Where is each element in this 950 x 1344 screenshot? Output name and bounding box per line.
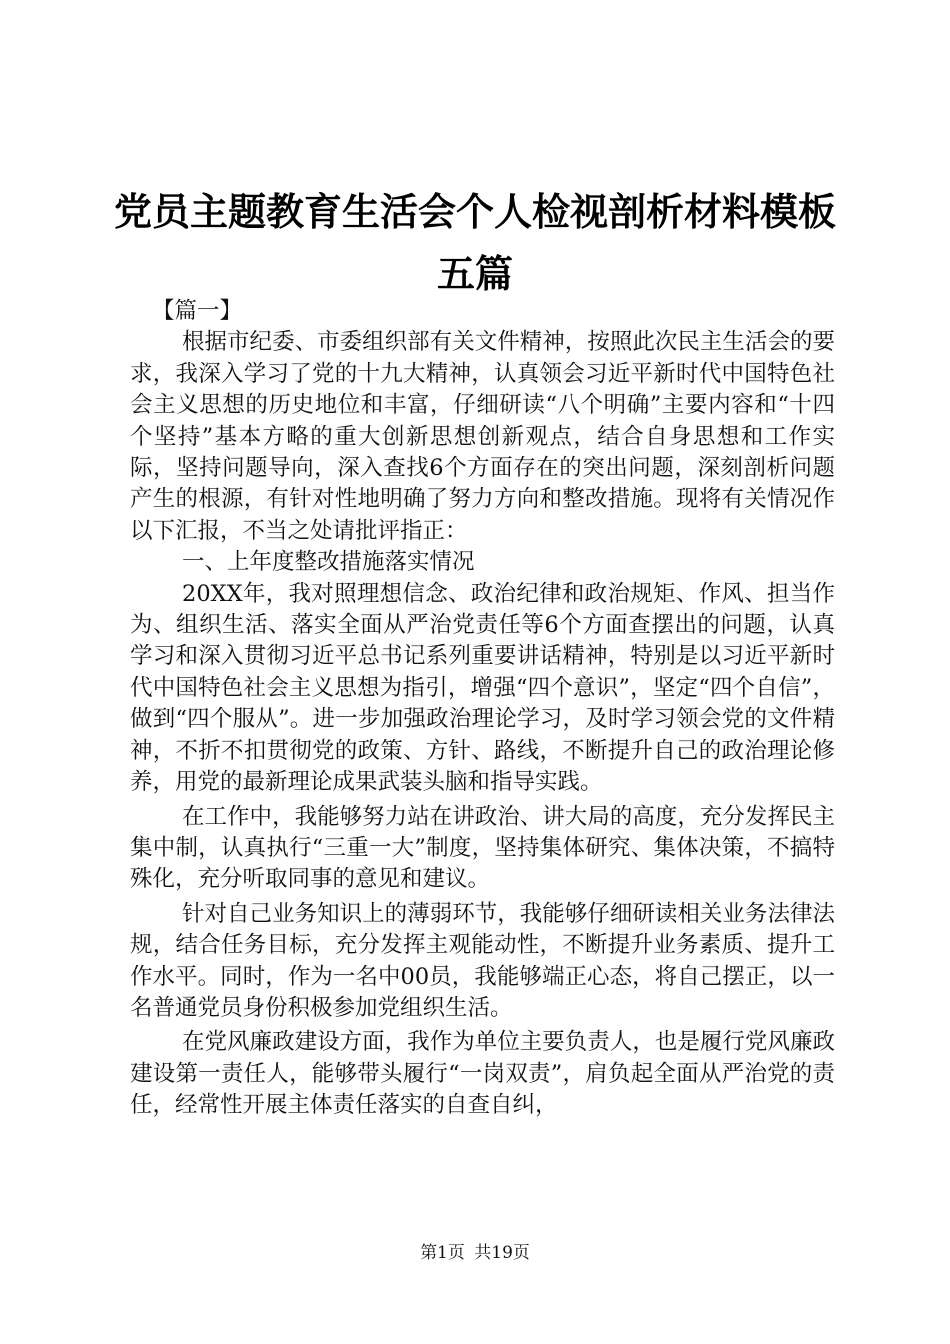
paragraph-rectification: 20XX年，我对照理想信念、政治纪律和政治规矩、作风、担当作为、组织生活、落实全面从严治党责任等6个方面查摆出的问题，认真学习和深入贯彻习近平总书记系列重要讲话精神，特别是以习近平新时代中国特色社会主义思想为指引，增强“四个意识”，坚定“四个自信”，做到“四个服从”。进一步加强政治理论学习，及时学习领会党的文件精神，不折不扣贯彻党的政策、方针、路线，不断提升自己的政治理论修养，用党的最新理论成果武装头脑和指导实践。 <box>130 580 835 796</box>
page-total: 共19页 <box>474 1243 530 1263</box>
section-heading: 一、上年度整改措施落实情况 <box>182 549 475 576</box>
document-title: 党员主题教育生活会个人检视剖析材料模板五篇 <box>113 190 836 297</box>
paragraph-work: 在工作中，我能够努力站在讲政治、讲大局的高度，充分发挥民主集中制，认真执行“三重一大”制度，坚持集体研究、集体决策，不搞特殊化，充分听取同事的意见和建议。 <box>130 803 835 893</box>
paragraph-intro: 根据市纪委、市委组织部有关文件精神，按照此次民主生活会的要求，我深入学习了党的十九大精神，认真领会习近平新时代中国特色社会主义思想的历史地位和丰富，仔细研读“八个明确”主要内容和“十四个坚持”基本方略的重大创新思想创新观点，结合自身思想和工作实际，坚持问题导向，深入查找6个方面存在的突出问题，深刻剖析问题产生的根源，有针对性地明确了努力方向和整改措施。现将有关情况作以下汇报，不当之处请批评指正： <box>130 329 835 544</box>
document-body <box>130 296 835 1122</box>
page-number: 第1页 <box>420 1243 465 1263</box>
paragraph-integrity: 在党风廉政建设方面，我作为单位主要负责人，也是履行党风廉政建设第一责任人，能够带头履行“一岗双责”，肩负起全面从严治党的责任，经常性开展主体责任落实的自查自纠， <box>130 1029 835 1119</box>
paragraph-business-knowledge: 针对自己业务知识上的薄弱环节，我能够仔细研读相关业务法律法规，结合任务目标，充分发挥主观能动性，不断提升业务素质、提升工作水平。同时，作为一名中00员，我能够端正心态，将自己摆正，以一名普通党员身份积极参加党组织生活。 <box>130 900 835 1021</box>
section-label: 【篇一】 <box>152 298 243 324</box>
page-footer <box>0 1241 950 1265</box>
